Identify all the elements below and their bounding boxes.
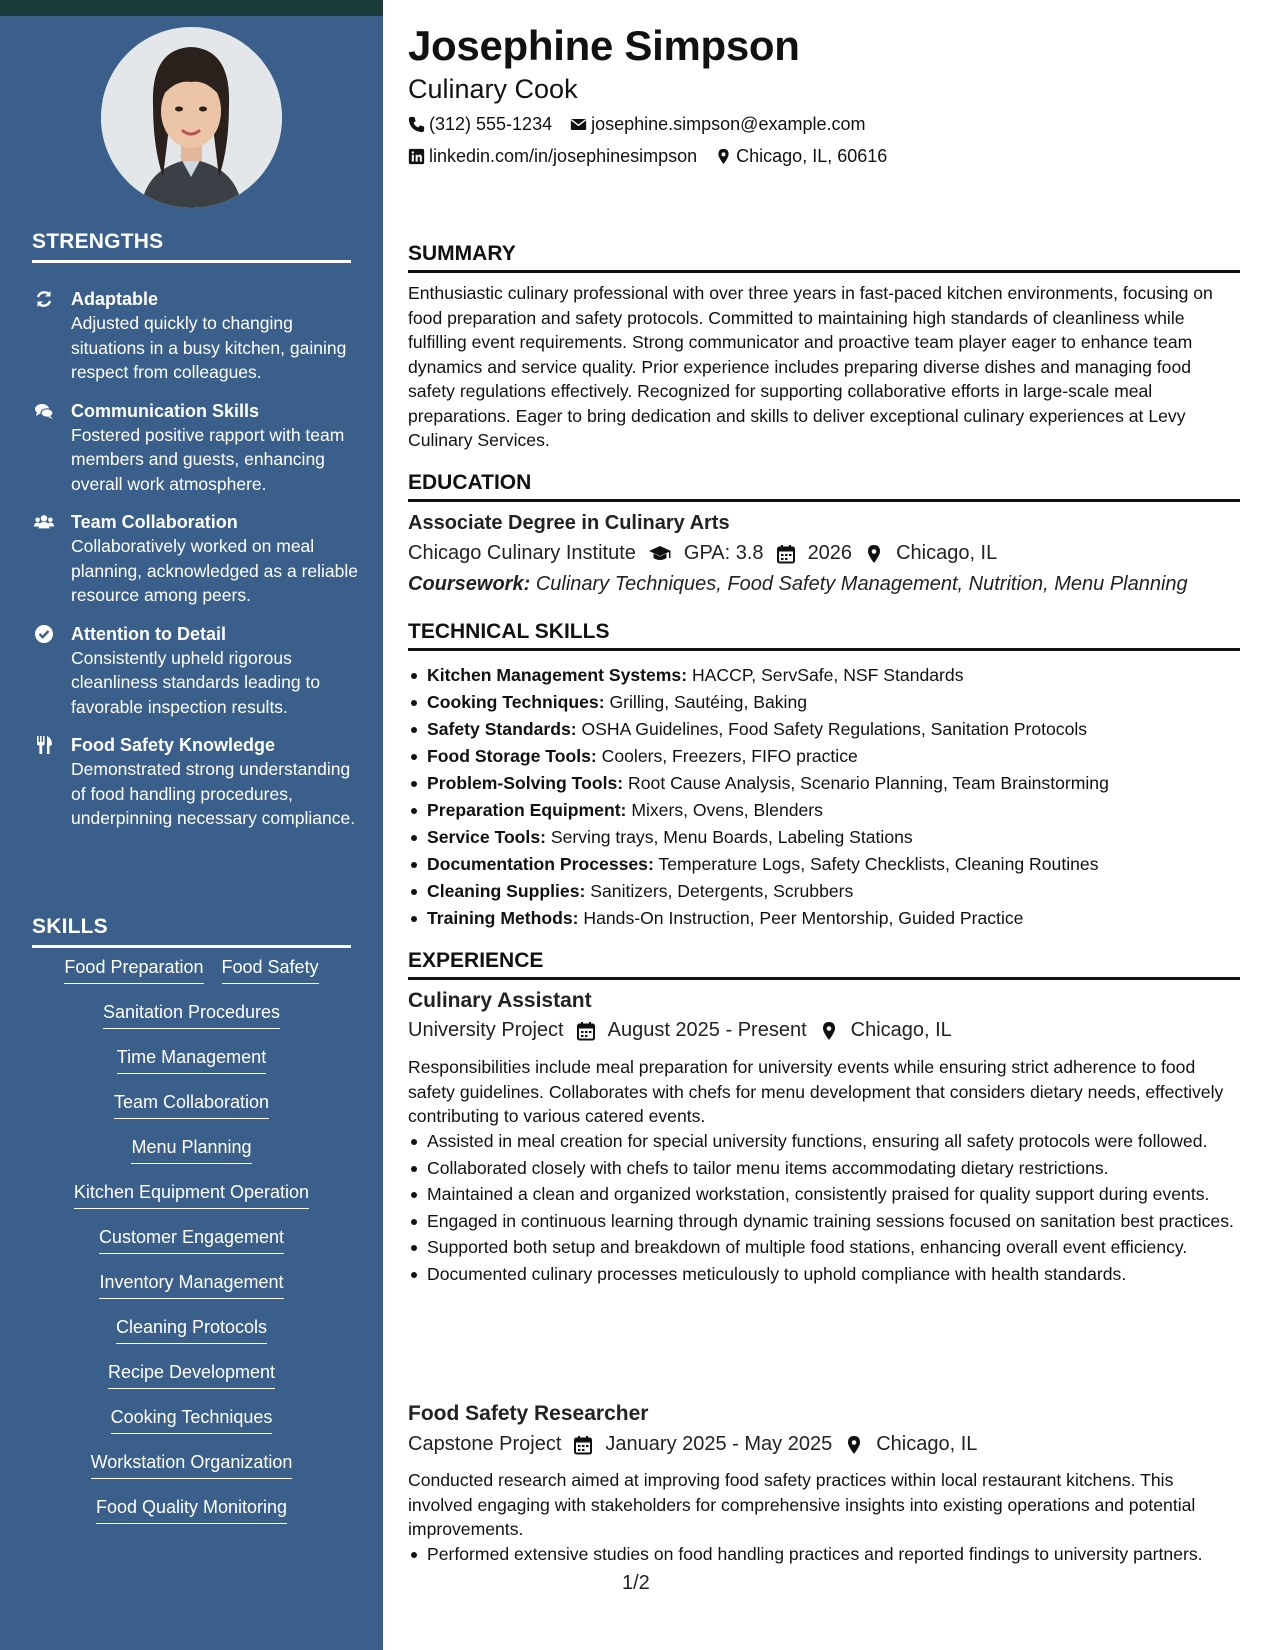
skill-values: Root Cause Analysis, Scenario Planning, Team Brainstorming [628, 773, 1109, 793]
job-organization: University Project [408, 1019, 564, 1041]
envelope-icon [570, 116, 587, 133]
skill-values: Serving trays, Menu Boards, Labeling Stations [550, 827, 913, 847]
strength-description: Collaboratively worked on meal planning, acknowledged as a reliable resource among peers. [71, 536, 359, 605]
job-title: Food Safety Researcher [408, 1402, 649, 1425]
technical-skill-item [408, 878, 1240, 905]
skill-values: Grilling, Sautéing, Baking [609, 692, 808, 712]
users-icon [34, 512, 54, 532]
skill-tag: Customer Engagement [99, 1225, 284, 1254]
location-contact [715, 146, 887, 167]
strength-item [32, 510, 362, 608]
skill-category: Cleaning Supplies: [427, 881, 586, 901]
job-location: Chicago, IL [876, 1433, 978, 1455]
technical-skill-item [408, 689, 1240, 716]
job-bullet: Documented culinary processes meticulously to uphold compliance with health standards. [408, 1262, 1240, 1287]
skill-category: Kitchen Management Systems: [427, 665, 688, 685]
coursework-label: Coursework: [408, 573, 531, 595]
skill-category: Preparation Equipment: [427, 800, 627, 820]
strength-description: Demonstrated strong understanding of food handling procedures, underpinning necessary compliance. [71, 759, 356, 828]
job-dates: January 2025 - May 2025 [605, 1433, 833, 1455]
sync-icon [34, 289, 54, 309]
linkedin-icon [408, 148, 425, 165]
calendar-icon [573, 1435, 593, 1455]
skill-category: Food Storage Tools: [427, 746, 597, 766]
summary-text: Enthusiastic culinary professional with over three years in fast-paced kitchen environments, focusing on food preparation and safety protocols. Committed to maintaining high standards of cleanliness while fulfilling event requirements. Strong communicator and proactive team player eager to enhance team dynamics and service quality. Prior experience includes preparing diverse dishes and managing food safety regulations effectively. Recognized for supporting collaborative efforts in large-scale meal preparations. Eager to bring dedication and skills to deliver exceptional culinary experiences at Levy Culinary Services. [408, 283, 1213, 450]
page-number: 1/2 [622, 1572, 650, 1594]
skill-tag: Recipe Development [108, 1360, 275, 1389]
technical-skill-item [408, 770, 1240, 797]
skill-tag: Menu Planning [131, 1135, 251, 1164]
job-meta [408, 1433, 977, 1456]
linkedin-url: linkedin.com/in/josephinesimpson [429, 146, 698, 166]
contact-row [408, 114, 866, 135]
profile-photo [101, 27, 282, 208]
strength-description: Adjusted quickly to changing situations in a busy kitchen, gaining respect from colleagues. [71, 313, 347, 382]
experience-heading: EXPERIENCE [408, 949, 1240, 980]
summary-heading: SUMMARY [408, 242, 1240, 273]
job-bullets [408, 1542, 1240, 1569]
phone-number: (312) 555-1234 [429, 114, 553, 134]
job-description: Conducted research aimed at improving food safety practices within local restaurant kitchens. This involved engaging with stakeholders for comprehensive insights into existing operations and potential improvements. [408, 1470, 1196, 1539]
skill-values: HACCP, ServSafe, NSF Standards [691, 665, 964, 685]
job-bullet: Collaborated closely with chefs to tailor menu items accommodating dietary restrictions. [408, 1156, 1240, 1181]
strength-title: Food Safety Knowledge [71, 735, 276, 755]
email-address: josephine.simpson@example.com [591, 114, 866, 134]
graduation-cap-icon [648, 544, 672, 564]
skill-tag: Food Quality Monitoring [96, 1495, 287, 1524]
skill-tag: Food Safety [222, 955, 319, 984]
skill-tag: Cooking Techniques [111, 1405, 273, 1434]
skill-category: Documentation Processes: [427, 854, 654, 874]
degree-title: Associate Degree in Culinary Arts [408, 512, 730, 534]
job-title: Culinary Assistant [408, 989, 592, 1012]
skill-tag: Team Collaboration [114, 1090, 269, 1119]
skill-values: Hands-On Instruction, Peer Mentorship, Guided Practice [583, 908, 1024, 928]
gpa-text: GPA: 3.8 [683, 542, 764, 564]
job-location: Chicago, IL [850, 1019, 952, 1041]
map-marker-icon [819, 1021, 839, 1041]
education-meta [408, 542, 997, 565]
strength-item [32, 287, 362, 385]
strength-title: Attention to Detail [71, 623, 226, 644]
coursework [408, 573, 1188, 596]
technical-skill-item [408, 662, 1240, 689]
technical-skills-heading: TECHNICAL SKILLS [408, 620, 1240, 651]
location-text: Chicago, IL, 60616 [736, 146, 888, 166]
skill-category: Problem-Solving Tools: [427, 773, 624, 793]
strength-item [32, 733, 362, 831]
email-contact[interactable] [570, 114, 865, 135]
technical-skill-item [408, 905, 1240, 932]
strength-item [32, 622, 362, 720]
skill-tag: Inventory Management [99, 1270, 283, 1299]
strength-title: Communication Skills [71, 400, 260, 421]
skills-list [32, 955, 351, 1540]
sidebar-top-bar [0, 0, 383, 16]
strength-description: Fostered positive rapport with team members and guests, enhancing overall work atmosphere. [71, 424, 345, 494]
map-marker-icon [844, 1435, 864, 1455]
technical-skill-item [408, 824, 1240, 851]
technical-skills-list [408, 662, 1240, 932]
skill-values: Coolers, Freezers, FIFO practice [601, 746, 858, 766]
technical-skill-item [408, 743, 1240, 770]
school-location: Chicago, IL [896, 542, 998, 564]
job-organization: Capstone Project [408, 1433, 562, 1455]
job-description: Responsibilities include meal preparation for university events while ensuring strict adherence to food safety guidelines. Collaborates with chefs for menu development that considers dietary needs, effectively contributing to various catered events. [408, 1057, 1224, 1126]
technical-skill-item [408, 797, 1240, 824]
coursework-list: Culinary Techniques, Food Safety Management, Nutrition, Menu Planning [535, 573, 1188, 595]
job-bullets [408, 1129, 1240, 1288]
technical-skill-item [408, 851, 1240, 878]
strength-title: Adaptable [71, 289, 159, 309]
school-name: Chicago Culinary Institute [408, 542, 636, 564]
job-meta [408, 1019, 952, 1042]
map-marker-icon [715, 148, 732, 165]
strengths-heading: STRENGTHS [32, 230, 351, 263]
calendar-icon [576, 1021, 596, 1041]
job-bullet: Maintained a clean and organized workstation, consistently praised for quality support during events. [408, 1182, 1240, 1207]
skill-tag: Time Management [117, 1045, 266, 1074]
strength-title: Team Collaboration [71, 512, 238, 532]
job-bullet: Supported both setup and breakdown of multiple food stations, enhancing overall event efficiency. [408, 1235, 1240, 1260]
linkedin-contact[interactable] [408, 146, 697, 167]
strength-item [32, 399, 362, 497]
calendar-icon [776, 544, 796, 564]
skills-heading: SKILLS [32, 915, 351, 948]
technical-skill-item [408, 716, 1240, 743]
skill-values: OSHA Guidelines, Food Safety Regulations, Sanitation Protocols [581, 719, 1088, 739]
phone-contact[interactable] [408, 114, 552, 135]
job-bullet: Engaged in continuous learning through dynamic training sessions focused on sanitation best practices. [408, 1209, 1240, 1234]
skill-tag: Food Preparation [64, 955, 203, 984]
skill-tag: Workstation Organization [91, 1450, 293, 1479]
job-dates: August 2025 - Present [607, 1019, 807, 1041]
education-heading: EDUCATION [408, 471, 1240, 502]
comments-icon [34, 401, 54, 421]
skill-tag: Cleaning Protocols [116, 1315, 267, 1344]
graduation-year: 2026 [807, 542, 853, 564]
skill-category: Service Tools: [427, 827, 546, 847]
skill-category: Safety Standards: [427, 719, 577, 739]
skill-values: Mixers, Ovens, Blenders [631, 800, 823, 820]
skill-values: Temperature Logs, Safety Checklists, Cleaning Routines [658, 854, 1099, 874]
candidate-role: Culinary Cook [408, 74, 578, 104]
check-circle-icon [34, 624, 54, 644]
strength-description: Consistently upheld rigorous cleanliness standards leading to favorable inspection results. [71, 647, 321, 717]
skill-tag: Kitchen Equipment Operation [74, 1180, 309, 1209]
job-bullet: Performed extensive studies on food handling practices and reported findings to university partners. [408, 1542, 1240, 1567]
contact-row [408, 146, 887, 167]
sidebar [0, 0, 383, 1650]
candidate-name: Josephine Simpson [408, 22, 800, 69]
utensils-icon [34, 735, 54, 755]
phone-icon [408, 116, 425, 133]
job-bullet: Assisted in meal creation for special university functions, ensuring all safety protocols were followed. [408, 1129, 1240, 1154]
skill-category: Training Methods: [427, 908, 579, 928]
skill-category: Cooking Techniques: [427, 692, 605, 712]
map-marker-icon [864, 544, 884, 564]
skill-values: Sanitizers, Detergents, Scrubbers [590, 881, 854, 901]
skill-tag: Sanitation Procedures [103, 1000, 280, 1029]
strengths-list [32, 287, 362, 845]
